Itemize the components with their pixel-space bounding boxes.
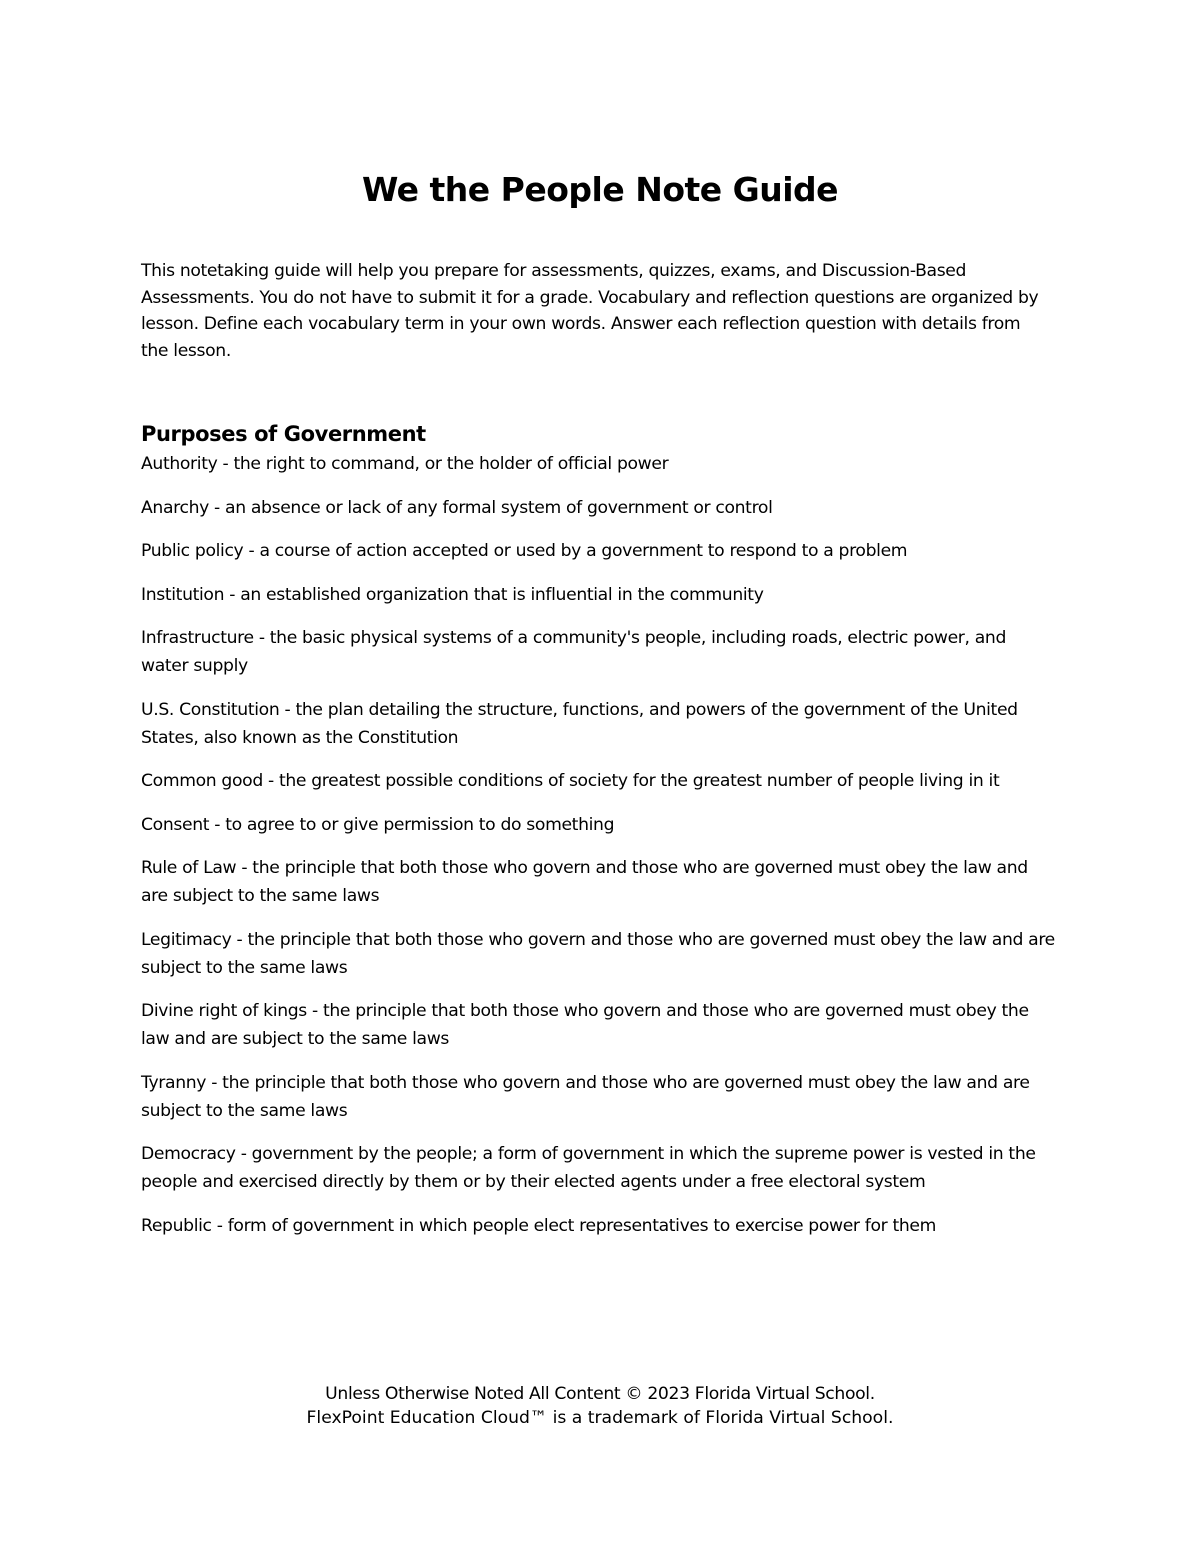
vocabulary-item-divine-right-of-kings: Divine right of kings - the principle that both those who govern and those who are governed must obey the law and are subject to the same laws <box>141 1001 1029 1049</box>
vocabulary-item-authority: Authority - the right to command, or the holder of official power <box>141 454 669 474</box>
footer-trademark: FlexPoint Education Cloud™ is a trademark of Florida Virtual School. <box>306 1408 894 1428</box>
footer-copyright: Unless Otherwise Noted All Content © 2023 Florida Virtual School. <box>325 1384 875 1404</box>
vocabulary-item-us-constitution: U.S. Constitution - the plan detailing the structure, functions, and powers of the government of the United States, also known as the Constitution <box>141 699 1018 748</box>
intro-paragraph: This notetaking guide will help you prepare for assessments, quizzes, exams, and Discussion-Based Assessments. You do not have to submit it for a grade. Vocabulary and reflection questions are organized by lesson. Define each vocabulary term in your own words. Answer each reflection question with details from the lesson. <box>141 261 1039 361</box>
vocabulary-item-institution: Institution - an established organization that is influential in the community <box>141 584 764 605</box>
vocabulary-item-rule-of-law: Rule of Law - the principle that both those who govern and those who are governed must obey the law and are subject to the same laws <box>141 858 1028 906</box>
vocabulary-item-common-good: Common good - the greatest possible conditions of society for the greatest number of people living in it <box>141 771 1000 791</box>
page-footer <box>0 1382 1200 1430</box>
vocabulary-item-democracy: Democracy - government by the people; a form of government in which the supreme power is vested in the people and exercised directly by them or by their elected agents under a free electoral system <box>141 1144 1036 1192</box>
vocabulary-item-legitimacy: Legitimacy - the principle that both those who govern and those who are governed must obey the law and are subject to the same laws <box>141 929 1055 978</box>
vocabulary-item-infrastructure: Infrastructure - the basic physical systems of a community's people, including roads, electric power, and water supply <box>141 628 1007 676</box>
vocabulary-item-republic: Republic - form of government in which people elect representatives to exercise power for them <box>141 1215 937 1236</box>
vocabulary-item-anarchy: Anarchy - an absence or lack of any formal system of government or control <box>141 497 773 518</box>
vocabulary-item-tyranny: Tyranny - the principle that both those who govern and those who are governed must obey the law and are subject to the same laws <box>141 1072 1030 1121</box>
vocabulary-item-public-policy: Public policy - a course of action accepted or used by a government to respond to a problem <box>141 541 908 561</box>
section-heading: Purposes of Government <box>141 422 426 446</box>
vocabulary-list <box>141 450 1056 1255</box>
page-title: We the People Note Guide <box>361 170 839 209</box>
vocabulary-item-consent: Consent - to agree to or give permission to do something <box>141 814 615 835</box>
